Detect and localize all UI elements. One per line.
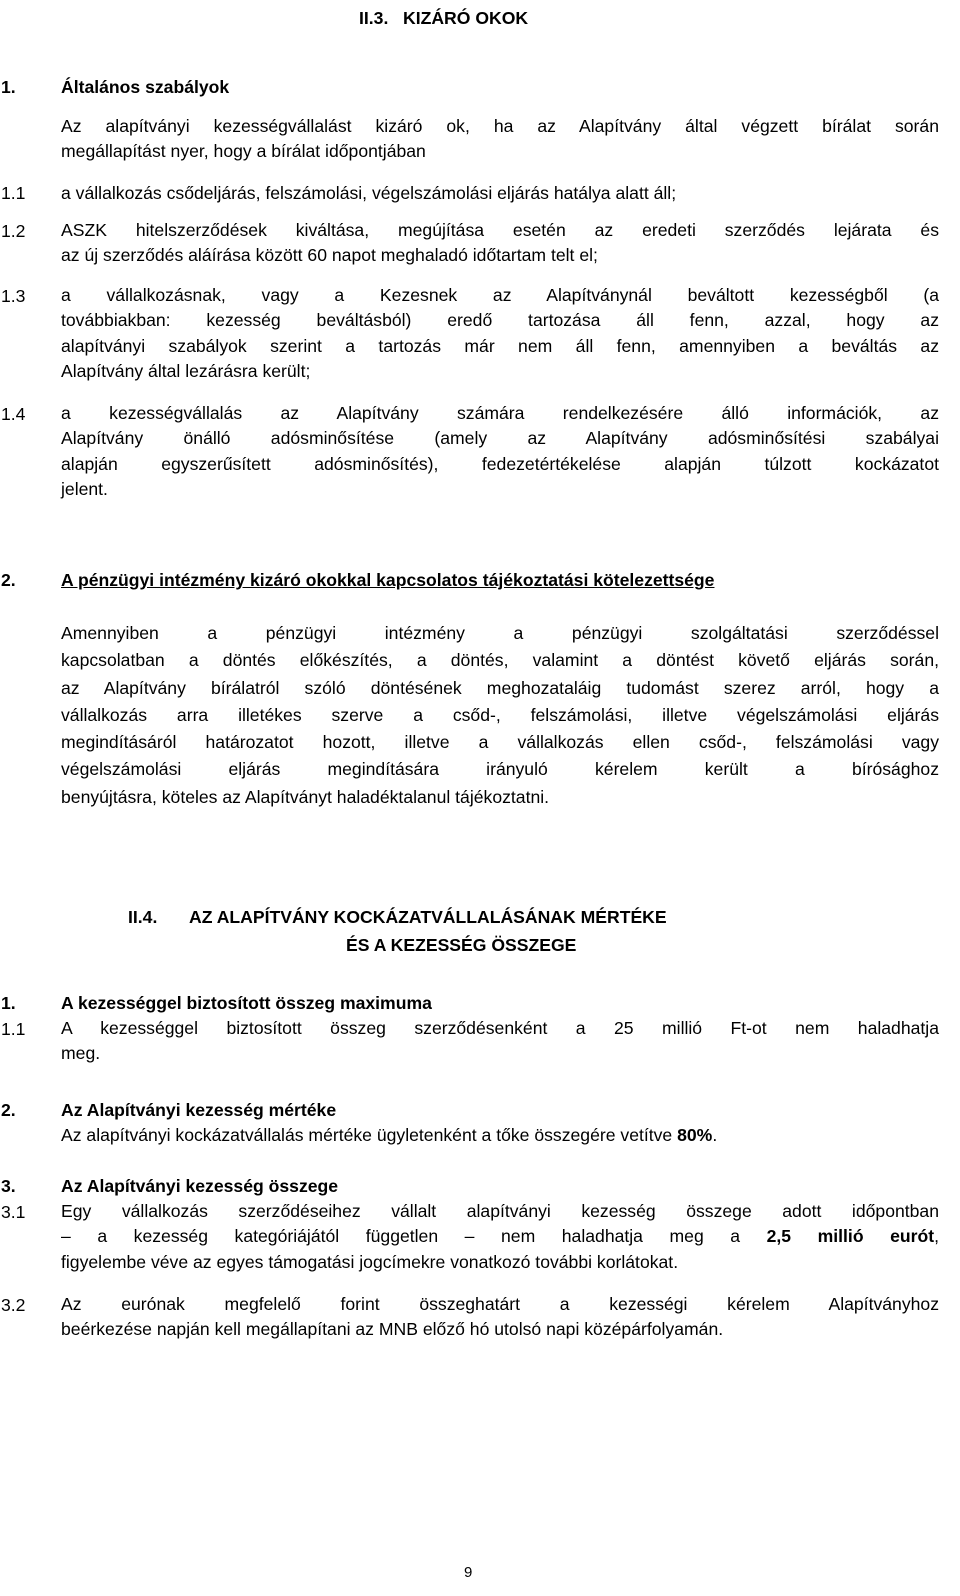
- page-number: 9: [464, 1564, 473, 1581]
- b3-item2-text: [61, 1292, 939, 1343]
- paragraph-line: benyújtásra, köteles az Alapítványt haladéktalanul tájékoztatni.: [61, 786, 550, 807]
- item-text: [61, 218, 939, 269]
- item-line: figyelembe véve az egyes támogatási jogcímekre vonatkozó további korlátokat.: [61, 1251, 679, 1272]
- item-number: 1.4: [1, 404, 26, 424]
- b2-number: 2.: [1, 1100, 16, 1120]
- s1-heading: Általános szabályok: [61, 77, 230, 97]
- b1-item-text: [61, 1016, 939, 1067]
- section-number-2: II.4.: [128, 907, 158, 927]
- b3-number: 3.: [1, 1176, 16, 1196]
- s2-number: 2.: [1, 570, 16, 590]
- paragraph-line: Amennyiben a pénzügyi intézmény a pénzügyi szolgáltatási szerződéssel: [61, 623, 939, 643]
- b3-item1-number: 3.1: [1, 1202, 26, 1222]
- s1-intro-line: Az alapítványi kezességvállalást kizáró ok, ha az Alapítvány által végzett bírálat során: [61, 116, 939, 136]
- paragraph-line: végelszámolási eljárás megindítására irányuló kérelem került a bírósághoz: [61, 759, 939, 780]
- s1-number: 1.: [1, 77, 16, 97]
- section-title: KIZÁRÓ OKOK: [403, 8, 529, 28]
- b3-item1-text: [61, 1199, 939, 1275]
- s1-intro: [61, 114, 939, 165]
- b1-heading: A kezességgel biztosított összeg maximuma: [61, 993, 432, 1013]
- item-number: 1.2: [1, 221, 26, 241]
- item-line: Az eurónak megfelelő forint összeghatárt a kezességi kérelem Alapítványhoz: [61, 1294, 939, 1314]
- section-header: [359, 5, 528, 31]
- s2-heading: A pénzügyi intézmény kizáró okokkal kapcsolatos tájékoztatási kötelezettsége: [61, 570, 715, 590]
- s2-paragraph: [61, 620, 939, 811]
- item-text: [61, 283, 939, 385]
- b2-percentage: 80%: [677, 1125, 713, 1145]
- item-line: meg.: [61, 1043, 101, 1064]
- b1-item-number: 1.1: [1, 1019, 26, 1039]
- item-line-pre: – a kezesség kategóriájától független – nem haladhatja meg a: [61, 1226, 767, 1247]
- item-line: továbbiakban: kezesség beváltásból) eredő tartozása áll fenn, azzal, hogy az: [61, 310, 939, 331]
- b3-heading: Az Alapítványi kezesség összege: [61, 1176, 339, 1196]
- item-number: 1.1: [1, 183, 26, 203]
- item-line: alapján egyszerűsített adósminősítés), fedezetértékelése alapján túlzott kockázatot: [61, 453, 939, 474]
- item-line: Alapítvány önálló adósminősítése (amely az Alapítvány adósminősítési szabályai: [61, 428, 939, 449]
- paragraph-line: megindításáról határozatot hozott, illetve a vállalkozás ellen csőd-, felszámolási vagy: [61, 732, 939, 753]
- item-line: a vállalkozásnak, vagy a Kezesnek az Alapítványnál beváltott kezességből (a: [61, 285, 939, 305]
- b3-item2-number: 3.2: [1, 1295, 26, 1315]
- paragraph-line: kapcsolatban a döntés előkészítés, a döntés, valamint a döntést követő eljárás során,: [61, 650, 939, 671]
- item-line: ASZK hitelszerződések kiváltása, megújítása esetén az eredeti szerződés lejárata és: [61, 220, 939, 240]
- item-line: [61, 1224, 939, 1249]
- b2-text-main: Az alapítványi kockázatvállalás mértéke ügyletenként a tőke összegére vetítve: [61, 1125, 678, 1145]
- item-line: alapítványi szabályok szerint a tartozás már nem áll fenn, amennyiben a beváltás az: [61, 335, 939, 356]
- item-text: [61, 401, 939, 503]
- item-line-tail: ,: [934, 1226, 939, 1247]
- paragraph-line: vállalkozás arra illetékes szerve a csőd-, felszámolási, illetve végelszámolási eljárás: [61, 704, 939, 725]
- b2-text: [61, 1122, 717, 1148]
- b2-heading: Az Alapítványi kezesség mértéke: [61, 1100, 337, 1120]
- item-text: a vállalkozás csődeljárás, felszámolási, végelszámolási eljárás hatálya alatt áll;: [61, 183, 677, 203]
- item-line-bold: 2,5 millió eurót: [766, 1226, 935, 1247]
- item-line: Alapítvány által lezárásra került;: [61, 361, 311, 382]
- section-number: II.3.: [359, 8, 389, 28]
- b1-number: 1.: [1, 993, 16, 1013]
- section-title-2-line2: ÉS A KEZESSÉG ÖSSZEGE: [346, 935, 577, 955]
- item-line: a kezességvállalás az Alapítvány számára rendelkezésére álló információk, az: [61, 403, 939, 423]
- item-line: jelent.: [61, 479, 108, 500]
- paragraph-line: az Alapítvány bírálatról szóló döntésének meghozataláig tudomást szerez arról, hogy a: [61, 677, 939, 698]
- item-line: az új szerződés aláírása között 60 napot meghaladó időtartam telt el;: [61, 245, 598, 266]
- item-line: A kezességgel biztosított összeg szerződésenként a 25 millió Ft-ot nem haladhatja: [61, 1018, 939, 1038]
- item-line: beérkezése napján kell megállapítani az MNB előző hó utolsó napi középárfolyamán.: [61, 1319, 724, 1340]
- b2-tail: .: [712, 1125, 718, 1145]
- s1-intro-line: megállapítást nyer, hogy a bírálat időpontjában: [61, 141, 426, 162]
- item-number: 1.3: [1, 286, 26, 306]
- item-line: Egy vállalkozás szerződéseihez vállalt alapítványi kezesség összege adott időpontban: [61, 1201, 939, 1221]
- section-title-2-line1: AZ ALAPÍTVÁNY KOCKÁZATVÁLLALÁSÁNAK MÉRTÉKE: [189, 907, 667, 927]
